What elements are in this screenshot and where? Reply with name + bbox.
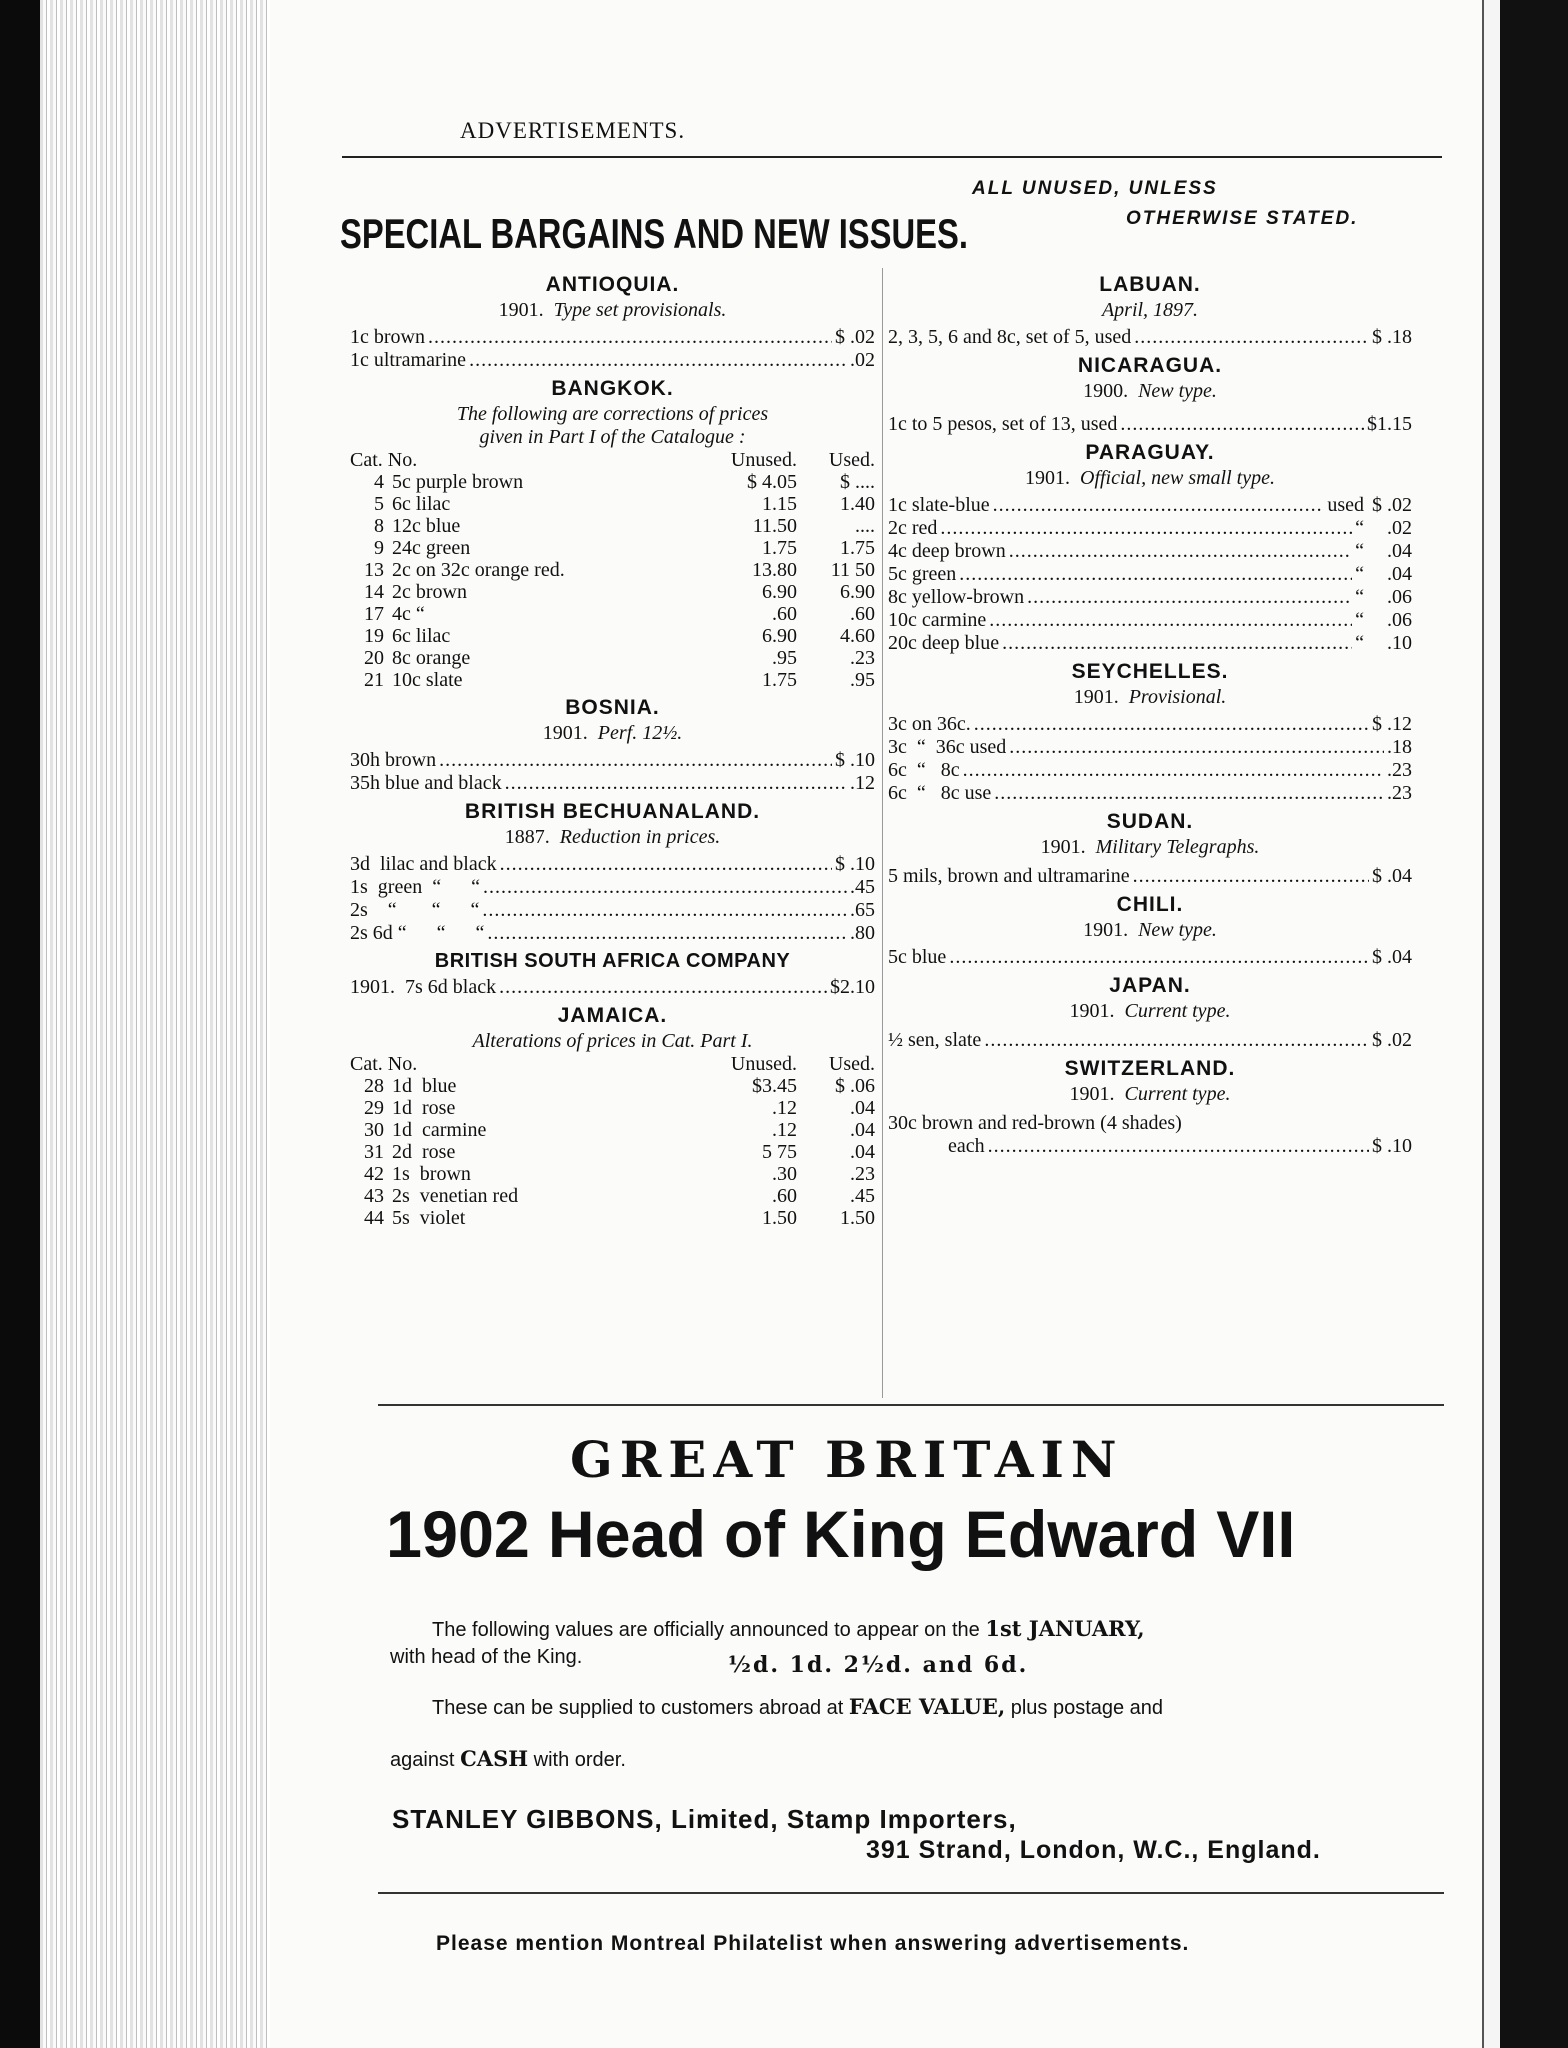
book-background bbox=[1500, 0, 1568, 2048]
unused: 11.50 bbox=[752, 515, 797, 537]
unused: .12 bbox=[772, 1119, 797, 1141]
subtitle-text: Current type. bbox=[1124, 1000, 1231, 1022]
section-subtitle bbox=[888, 299, 1412, 322]
gb-headline: 1902 Head of King Edward VII bbox=[386, 1497, 1296, 1571]
desc: 1d rose bbox=[392, 1097, 456, 1119]
price-row bbox=[888, 736, 1412, 759]
table-row bbox=[350, 559, 875, 581]
year: 1887. bbox=[504, 826, 550, 848]
right-column bbox=[888, 268, 1412, 1158]
used: .04 bbox=[850, 1097, 875, 1119]
item-price: $ .04 bbox=[1372, 865, 1412, 887]
table-row bbox=[350, 647, 875, 669]
item-price: $ .10 bbox=[835, 749, 875, 771]
subtitle-text: New type. bbox=[1138, 380, 1217, 402]
cat-no: 4 bbox=[374, 471, 384, 493]
price-row bbox=[888, 517, 1412, 540]
item-price: .04 bbox=[1387, 540, 1412, 562]
item-price: $ .10 bbox=[835, 853, 875, 875]
table-row bbox=[350, 1185, 875, 1207]
facing-page-edge bbox=[1482, 0, 1502, 2048]
item-label: 2s 6d “ “ “ bbox=[350, 922, 485, 944]
subtitle-text: April, 1897. bbox=[1101, 299, 1199, 321]
left-column bbox=[350, 268, 875, 1229]
desc: 2s venetian red bbox=[392, 1185, 519, 1207]
section-title-seychelles: SEYCHELLES. bbox=[1071, 660, 1229, 683]
item-price: $2.10 bbox=[830, 976, 875, 998]
table-row bbox=[350, 669, 875, 691]
item-price: $ .04 bbox=[1372, 946, 1412, 968]
item-price: $ .12 bbox=[1372, 713, 1412, 735]
cat-no: 5 bbox=[374, 493, 384, 515]
price-row bbox=[888, 946, 1412, 969]
gb-text: against bbox=[390, 1749, 455, 1771]
item-label: 3d lilac and black bbox=[350, 853, 497, 875]
item-label: ½ sen, slate bbox=[888, 1029, 982, 1051]
col-header-used: Used. bbox=[828, 1053, 875, 1075]
header-note-line1: ALL UNUSED, UNLESS bbox=[972, 178, 1218, 199]
item-price: $ .18 bbox=[1372, 326, 1412, 348]
price-row bbox=[888, 759, 1412, 782]
item-status: “ bbox=[1355, 586, 1364, 608]
subtitle-text: Provisional. bbox=[1128, 686, 1227, 708]
table-row bbox=[350, 1207, 875, 1229]
used: .04 bbox=[850, 1141, 875, 1163]
item-label: 30h brown bbox=[350, 749, 437, 771]
cat-no: 14 bbox=[364, 581, 384, 603]
section-subtitle bbox=[888, 919, 1412, 942]
used: 11 50 bbox=[830, 559, 875, 581]
unused: .30 bbox=[772, 1163, 797, 1185]
item-price: $ .10 bbox=[1372, 1135, 1412, 1157]
cat-no: 29 bbox=[364, 1097, 384, 1119]
desc: 2c brown bbox=[392, 581, 467, 603]
price-row bbox=[888, 782, 1412, 805]
item-status: used bbox=[1327, 494, 1364, 516]
table-header bbox=[350, 449, 875, 471]
unused: 13.80 bbox=[752, 559, 797, 581]
price-row bbox=[350, 772, 875, 795]
item-label: 6c “ 8c use bbox=[888, 782, 992, 804]
price-row bbox=[350, 853, 875, 876]
year: 1900. bbox=[1083, 380, 1129, 402]
item-label: 1c slate-blue bbox=[888, 494, 990, 516]
table-row bbox=[350, 1097, 875, 1119]
used: .04 bbox=[850, 1119, 875, 1141]
section-title-chili: CHILI. bbox=[1116, 893, 1184, 916]
item-description: 30c brown and red-brown (4 shades) bbox=[888, 1112, 1182, 1134]
cat-no: 31 bbox=[364, 1141, 384, 1163]
unused: 6.90 bbox=[762, 581, 797, 603]
section-title-japan: JAPAN. bbox=[1109, 974, 1191, 997]
section-subtitle bbox=[350, 299, 875, 322]
col-header-used: Used. bbox=[828, 449, 875, 471]
item-label: 1c brown bbox=[350, 326, 425, 348]
item-label: 3c “ 36c used bbox=[888, 736, 1007, 758]
item-label: 1c ultramarine bbox=[350, 349, 467, 371]
subtitle-text: Perf. 12½. bbox=[597, 722, 683, 744]
item-label: 3c on 36c. bbox=[888, 713, 971, 735]
item-label: each bbox=[948, 1135, 985, 1157]
section-note: given in Part I of the Catalogue : bbox=[479, 426, 746, 448]
column-divider bbox=[882, 268, 883, 1398]
item-label: 20c deep blue bbox=[888, 632, 1000, 654]
cat-no: 30 bbox=[364, 1119, 384, 1141]
used: 6.90 bbox=[840, 581, 875, 603]
unused: 1.75 bbox=[762, 669, 797, 691]
used: 1.50 bbox=[840, 1207, 875, 1229]
section-subtitle bbox=[888, 836, 1412, 859]
item-label: 5 mils, brown and ultramarine bbox=[888, 865, 1130, 887]
unused: .12 bbox=[772, 1097, 797, 1119]
item-label: 2s “ “ “ bbox=[350, 899, 480, 921]
price-row bbox=[888, 865, 1412, 888]
unused: 5 75 bbox=[762, 1141, 797, 1163]
gb-emphasis: CASH bbox=[460, 1746, 529, 1771]
col-header-unused: Unused. bbox=[730, 449, 797, 471]
section-title-sudan: SUDAN. bbox=[1106, 810, 1194, 833]
col-header-cat: Cat. No. bbox=[350, 449, 418, 471]
cat-no: 19 bbox=[364, 625, 384, 647]
gb-text: The following values are officially announced to appear on the bbox=[432, 1619, 980, 1641]
unused: 6.90 bbox=[762, 625, 797, 647]
used: $ .06 bbox=[835, 1075, 875, 1097]
section-subtitle bbox=[350, 722, 875, 745]
price-row bbox=[888, 540, 1412, 563]
table-row bbox=[350, 515, 875, 537]
price-row bbox=[350, 899, 875, 922]
used: .45 bbox=[850, 1185, 875, 1207]
desc: 10c slate bbox=[392, 669, 463, 691]
used: .95 bbox=[850, 669, 875, 691]
cat-no: 17 bbox=[364, 603, 384, 625]
table-row bbox=[350, 625, 875, 647]
section-title-bangkok: BANGKOK. bbox=[551, 377, 674, 400]
section-title-labuan: LABUAN. bbox=[1099, 273, 1201, 296]
unused: 1.75 bbox=[762, 537, 797, 559]
gb-firm-name: STANLEY GIBBONS, Limited, Stamp Importers, bbox=[392, 1804, 1017, 1834]
subtitle-text: Type set provisionals. bbox=[553, 299, 727, 321]
item-label: 8c yellow-brown bbox=[888, 586, 1025, 608]
gb-paragraph-1-cont: with head of the King. bbox=[390, 1646, 583, 1668]
year: 1901. bbox=[1083, 919, 1129, 941]
section-subtitle bbox=[888, 1083, 1412, 1106]
cat-no: 20 bbox=[364, 647, 384, 669]
footer-rule bbox=[378, 1892, 1444, 1894]
price-row bbox=[350, 326, 875, 349]
col-header-unused: Unused. bbox=[730, 1053, 797, 1075]
table-header bbox=[350, 1053, 875, 1075]
section-title-bsac: BRITISH SOUTH AFRICA COMPANY bbox=[434, 950, 791, 972]
item-label: 10c carmine bbox=[888, 609, 987, 631]
desc: 6c lilac bbox=[392, 493, 451, 515]
table-row bbox=[350, 1119, 875, 1141]
table-row bbox=[350, 603, 875, 625]
price-row bbox=[888, 326, 1412, 349]
footer-note: Please mention Montreal Philatelist when answering advertisements. bbox=[436, 1932, 1190, 1955]
used: .23 bbox=[850, 647, 875, 669]
section-subtitle bbox=[350, 826, 875, 849]
item-price: $ .02 bbox=[835, 326, 875, 348]
item-label: 5c blue bbox=[888, 946, 947, 968]
section-rule bbox=[378, 1404, 1444, 1406]
cat-no: 8 bbox=[374, 515, 384, 537]
unused: .95 bbox=[772, 647, 797, 669]
desc: 5c purple brown bbox=[392, 471, 524, 493]
section-title-bechuanaland: BRITISH BECHUANALAND. bbox=[464, 800, 761, 823]
price-row bbox=[888, 494, 1412, 517]
item-price: .06 bbox=[1387, 609, 1412, 631]
desc: 8c orange bbox=[392, 647, 471, 669]
section-title-switzerland: SWITZERLAND. bbox=[1064, 1057, 1236, 1080]
section-subtitle bbox=[888, 467, 1412, 490]
header-rule bbox=[342, 156, 1442, 158]
item-price: .06 bbox=[1387, 586, 1412, 608]
section-title-paraguay: PARAGUAY. bbox=[1085, 441, 1215, 464]
desc: 2d rose bbox=[392, 1141, 456, 1163]
subtitle-text: Official, new small type. bbox=[1080, 467, 1275, 489]
desc: 1s brown bbox=[392, 1163, 471, 1185]
used: .60 bbox=[850, 603, 875, 625]
table-row bbox=[350, 581, 875, 603]
cat-no: 43 bbox=[364, 1185, 384, 1207]
item-status: “ bbox=[1355, 632, 1364, 654]
gb-emphasis: FACE VALUE, bbox=[848, 1694, 1006, 1719]
price-row bbox=[888, 413, 1412, 436]
item-label: 1c to 5 pesos, set of 13, used bbox=[888, 413, 1118, 435]
table-row bbox=[350, 537, 875, 559]
item-price: .23 bbox=[1387, 782, 1412, 804]
item-price: $ .02 bbox=[1372, 494, 1412, 516]
section-title-antioquia: ANTIOQUIA. bbox=[545, 273, 680, 296]
desc: 12c blue bbox=[392, 515, 461, 537]
used: $ .... bbox=[840, 471, 875, 493]
table-row bbox=[350, 1141, 875, 1163]
price-row bbox=[888, 1135, 1412, 1158]
price-row bbox=[350, 876, 875, 899]
year: 1901. bbox=[1073, 686, 1119, 708]
book-page-edges bbox=[0, 0, 270, 2048]
price-row bbox=[888, 563, 1412, 586]
gb-text: with order. bbox=[533, 1749, 626, 1771]
item-label: 5c green bbox=[888, 563, 957, 585]
price-row bbox=[350, 349, 875, 372]
item-price: .65 bbox=[850, 899, 875, 921]
item-label: 6c “ 8c bbox=[888, 759, 960, 781]
price-row bbox=[888, 713, 1412, 736]
item-status: “ bbox=[1355, 563, 1364, 585]
item-status: “ bbox=[1355, 609, 1364, 631]
item-price: $ .02 bbox=[1372, 1029, 1412, 1051]
item-label: 1s green “ “ bbox=[350, 876, 480, 898]
price-row bbox=[350, 922, 875, 945]
used: .... bbox=[855, 515, 875, 537]
section-note: The following are corrections of prices bbox=[456, 403, 769, 425]
item-label: 2, 3, 5, 6 and 8c, set of 5, used bbox=[888, 326, 1132, 348]
page-title: SPECIAL BARGAINS AND NEW ISSUES. bbox=[340, 210, 968, 257]
table-row bbox=[350, 1163, 875, 1185]
subtitle-text: New type. bbox=[1138, 919, 1217, 941]
gb-text: plus postage and bbox=[1010, 1697, 1164, 1719]
year: 1901. bbox=[1040, 836, 1086, 858]
price-row bbox=[888, 1029, 1412, 1052]
gb-text: These can be supplied to customers abroad at bbox=[432, 1697, 844, 1719]
desc: 4c “ bbox=[392, 603, 425, 625]
section-title-nicaragua: NICARAGUA. bbox=[1077, 354, 1223, 377]
cat-no: 9 bbox=[374, 537, 384, 559]
subtitle-text: Military Telegraphs. bbox=[1095, 836, 1260, 858]
year: 1901. bbox=[542, 722, 588, 744]
running-head: ADVERTISEMENTS. bbox=[460, 118, 686, 143]
cat-no: 21 bbox=[364, 669, 384, 691]
gb-address: 391 Strand, London, W.C., England. bbox=[866, 1836, 1321, 1864]
price-table-jamaica bbox=[350, 1053, 875, 1229]
gb-paragraph-1 bbox=[432, 1616, 1145, 1642]
item-price: .23 bbox=[1387, 759, 1412, 781]
price-table-bangkok bbox=[350, 449, 875, 691]
section-title-jamaica: JAMAICA. bbox=[557, 1004, 668, 1027]
subtitle-text: Reduction in prices. bbox=[559, 826, 721, 848]
year: 1901. bbox=[1025, 467, 1070, 489]
section-note: Alterations of prices in Cat. Part I. bbox=[472, 1030, 753, 1052]
item-price: .45 bbox=[850, 876, 875, 898]
used: 4.60 bbox=[840, 625, 875, 647]
desc: 6c lilac bbox=[392, 625, 451, 647]
unused: .60 bbox=[772, 603, 797, 625]
price-row bbox=[350, 976, 875, 999]
desc: 2c on 32c orange red. bbox=[392, 559, 565, 581]
year: 1901. bbox=[1069, 1000, 1115, 1022]
item-price: .02 bbox=[1387, 517, 1412, 539]
price-row bbox=[888, 586, 1412, 609]
unused: 1.15 bbox=[762, 493, 797, 515]
cat-no: 44 bbox=[364, 1207, 384, 1229]
desc: 24c green bbox=[392, 537, 471, 559]
unused: $3.45 bbox=[752, 1075, 797, 1097]
cat-no: 28 bbox=[364, 1075, 384, 1097]
item-price: $1.15 bbox=[1367, 413, 1412, 435]
gb-title: GREAT BRITAIN bbox=[570, 1430, 1124, 1489]
item-status: “ bbox=[1355, 517, 1364, 539]
cat-no: 42 bbox=[364, 1163, 384, 1185]
gb-paragraph-2 bbox=[432, 1694, 1163, 1720]
table-row bbox=[350, 1075, 875, 1097]
section-subtitle bbox=[888, 380, 1412, 403]
desc: 1d carmine bbox=[392, 1119, 487, 1141]
price-row bbox=[888, 609, 1412, 632]
cat-no: 13 bbox=[364, 559, 384, 581]
item-price: .02 bbox=[850, 349, 875, 371]
gb-denominations: ½d. 1d. 2½d. and 6d. bbox=[728, 1652, 1029, 1678]
used: .23 bbox=[850, 1163, 875, 1185]
table-row bbox=[350, 471, 875, 493]
price-row bbox=[350, 749, 875, 772]
table-row bbox=[350, 493, 875, 515]
unused: $ 4.05 bbox=[747, 471, 797, 493]
unused: .60 bbox=[772, 1185, 797, 1207]
gb-paragraph-2-cont bbox=[390, 1746, 626, 1772]
item-label: 35h blue and black bbox=[350, 772, 502, 794]
item-price: .80 bbox=[850, 922, 875, 944]
gb-date: 1st JANUARY, bbox=[985, 1616, 1145, 1641]
desc: 5s violet bbox=[392, 1207, 466, 1229]
year: 1901. bbox=[498, 299, 544, 321]
item-price: .04 bbox=[1387, 563, 1412, 585]
item-label: 2c red bbox=[888, 517, 938, 539]
unused: 1.50 bbox=[762, 1207, 797, 1229]
item-price: .18 bbox=[1387, 736, 1412, 758]
desc: 1d blue bbox=[392, 1075, 457, 1097]
item-price: .12 bbox=[850, 772, 875, 794]
price-row bbox=[888, 632, 1412, 655]
item-label: 4c deep brown bbox=[888, 540, 1006, 562]
section-subtitle bbox=[888, 1000, 1412, 1023]
used: 1.75 bbox=[840, 537, 875, 559]
item-status: “ bbox=[1355, 540, 1364, 562]
section-subtitle bbox=[888, 686, 1412, 709]
header-note-line2: OTHERWISE STATED. bbox=[1126, 208, 1359, 229]
item-label: 1901. 7s 6d black bbox=[350, 976, 497, 998]
used: 1.40 bbox=[840, 493, 875, 515]
col-header-cat: Cat. No. bbox=[350, 1053, 418, 1075]
item-price: .10 bbox=[1387, 632, 1412, 654]
section-title-bosnia: BOSNIA. bbox=[565, 696, 660, 719]
year: 1901. bbox=[1069, 1083, 1115, 1105]
subtitle-text: Current type. bbox=[1124, 1083, 1231, 1105]
